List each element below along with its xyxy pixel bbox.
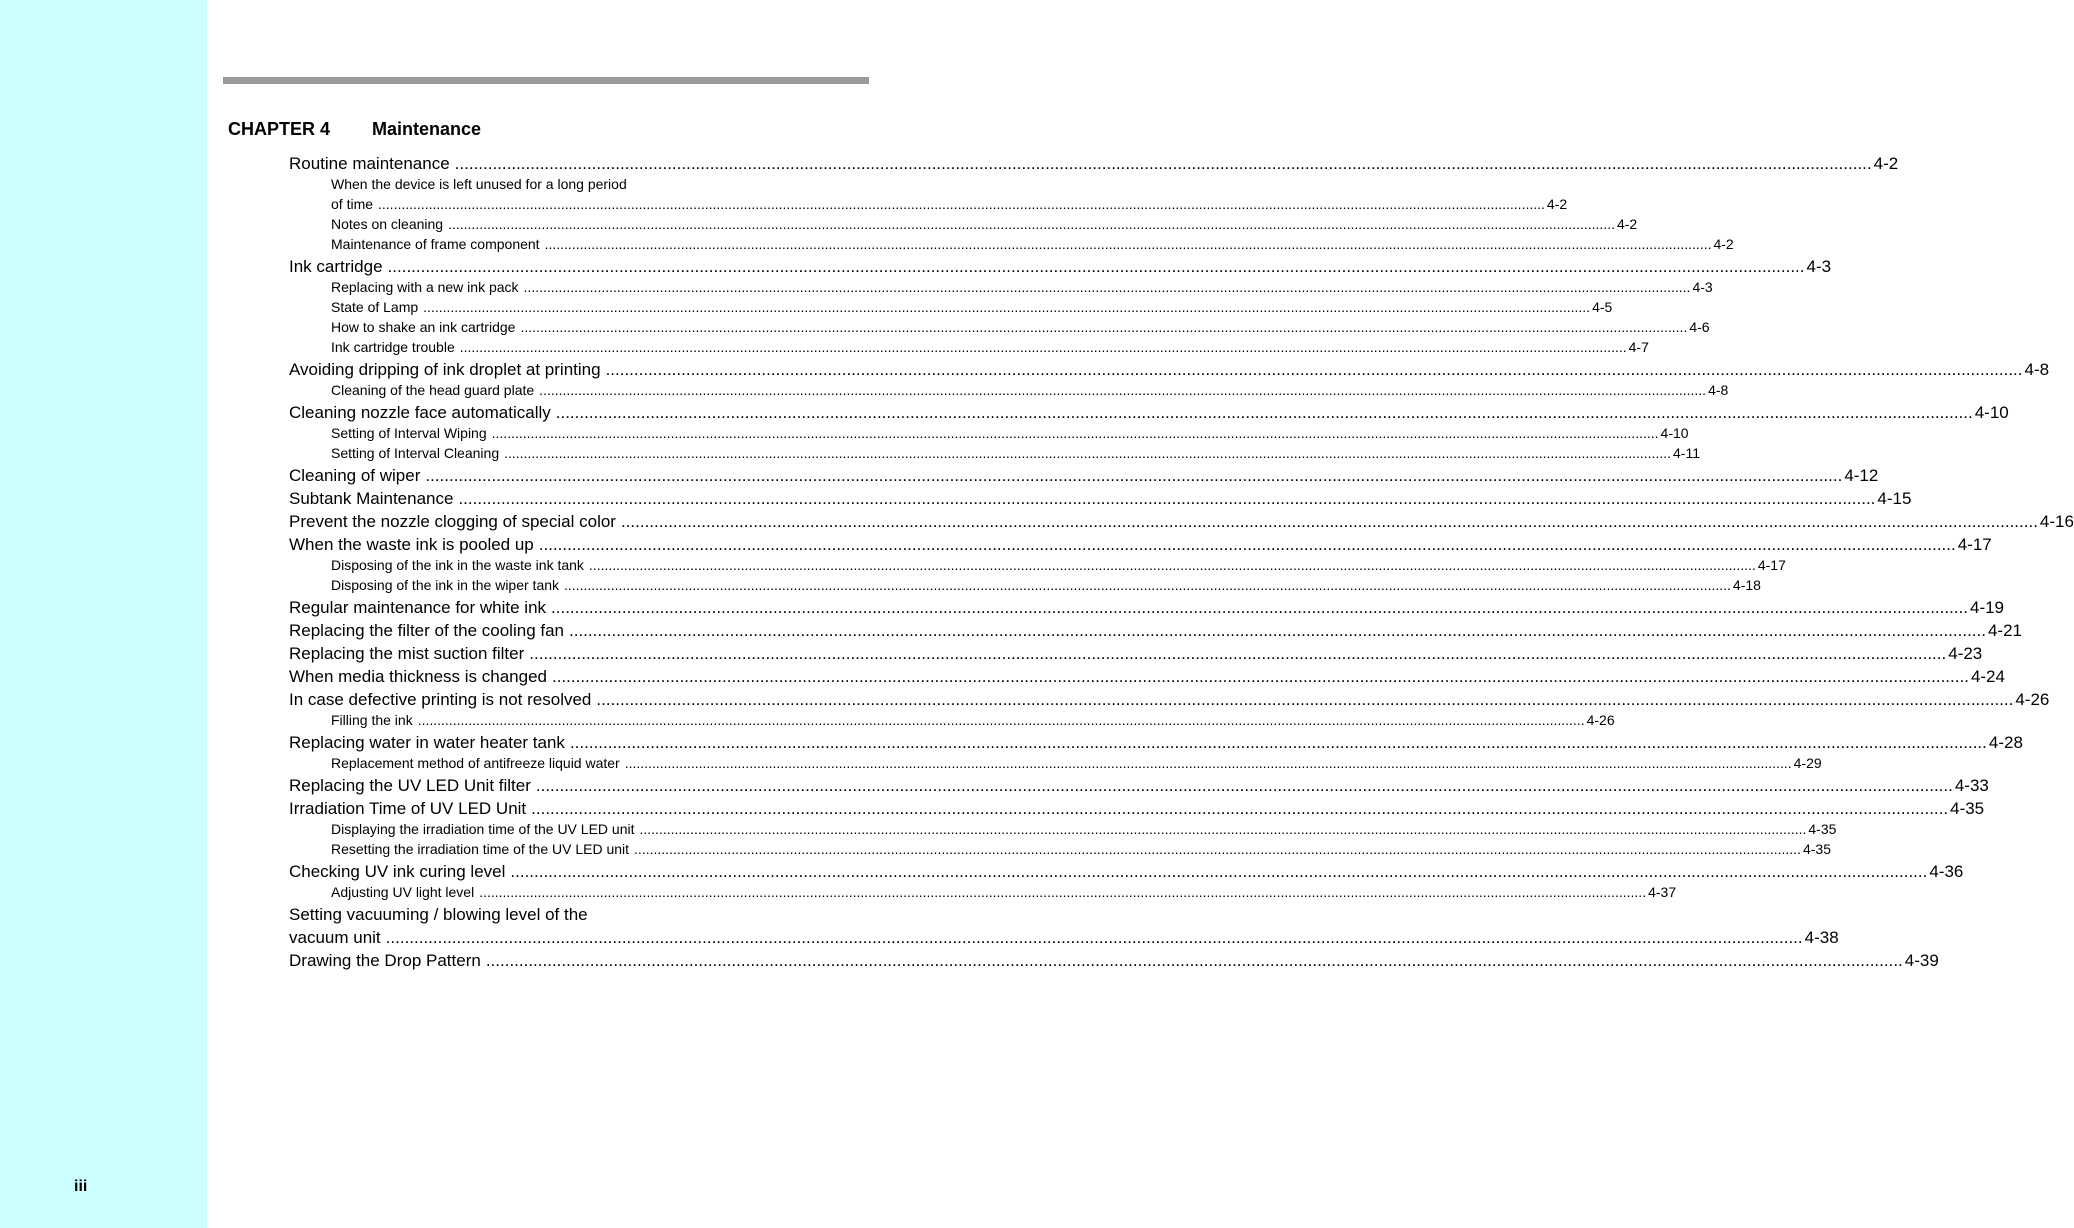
chapter-title: Maintenance xyxy=(372,119,482,139)
toc-entry-title: vacuum unit xyxy=(289,928,381,947)
toc-subentry[interactable] xyxy=(289,234,1734,254)
chapter-heading xyxy=(228,119,481,140)
toc-entry-title: When media thickness is changed xyxy=(289,667,547,686)
toc-entry-title: Maintenance of frame component xyxy=(331,236,540,252)
toc-entry-page: 4-29 xyxy=(1793,755,1822,771)
toc-entry-title: Notes on cleaning xyxy=(331,216,444,232)
toc-entry-title: Replacing the filter of the cooling fan xyxy=(289,621,565,640)
toc-entry[interactable] xyxy=(289,511,2074,532)
toc-entry[interactable] xyxy=(289,950,1939,971)
toc-entry-page: 4-28 xyxy=(1988,733,2023,752)
toc-entry-title: Replacement method of antifreeze liquid water xyxy=(331,755,620,771)
dot-leader: ............................................................................................................................................................................................................................................................................................................ xyxy=(485,951,1903,970)
toc-entry-page: 4-36 xyxy=(1929,862,1964,881)
dot-leader: ............................................................................................................................................................................................................................................................................................................ xyxy=(378,196,1545,212)
toc-entry[interactable] xyxy=(289,402,2009,423)
toc-entry[interactable] xyxy=(289,861,1964,882)
toc-subentry[interactable] xyxy=(289,575,1761,595)
toc-entry-title: Drawing the Drop Pattern xyxy=(289,951,481,970)
toc-entry-title: Cleaning of wiper xyxy=(289,466,421,485)
toc-entry[interactable] xyxy=(289,465,1879,486)
dot-leader: ............................................................................................................................................................................................................................................................................................................ xyxy=(520,319,1688,335)
dot-leader: ............................................................................................................................................................................................................................................................................................................ xyxy=(423,299,1591,315)
toc-entry-title: Regular maintenance for white ink xyxy=(289,598,547,617)
dot-leader: ............................................................................................................................................................................................................................................................................................................ xyxy=(479,884,1647,900)
toc-entry-title: Replacing with a new ink pack xyxy=(331,279,519,295)
toc-entry-page: 4-3 xyxy=(1692,279,1713,295)
toc-entry[interactable] xyxy=(289,798,1985,819)
toc-entry-page: 4-39 xyxy=(1904,951,1939,970)
toc-entry-title: Ink cartridge xyxy=(289,257,383,276)
dot-leader: ............................................................................................................................................................................................................................................................................................................ xyxy=(504,445,1672,461)
toc-entry-page: 4-17 xyxy=(1757,557,1786,573)
dot-leader: ............................................................................................................................................................................................................................................................................................................ xyxy=(555,403,1973,422)
dot-leader: ............................................................................................................................................................................................................................................................................................................ xyxy=(458,489,1876,508)
toc-entry-title: Replacing water in water heater tank xyxy=(289,733,565,752)
dot-leader: ............................................................................................................................................................................................................................................................................................................ xyxy=(596,690,2014,709)
dot-leader: ............................................................................................................................................................................................................................................................................................................ xyxy=(531,799,1949,818)
toc-entry-page: 4-19 xyxy=(1969,598,2005,617)
dot-leader: ............................................................................................................................................................................................................................................................................................................ xyxy=(551,667,1969,686)
toc-subentry[interactable] xyxy=(289,297,1613,317)
toc-entry[interactable] xyxy=(289,153,1899,174)
dot-leader: ............................................................................................................................................................................................................................................................................................................ xyxy=(569,621,1986,640)
toc-entry[interactable] xyxy=(289,775,1989,796)
toc-entry-page: 4-6 xyxy=(1689,319,1710,335)
toc-entry-title: How to shake an ink cartridge xyxy=(331,319,516,335)
toc-entry[interactable] xyxy=(289,689,2050,710)
toc-subentry[interactable] xyxy=(289,423,1689,443)
toc-entry-page: 4-10 xyxy=(1974,403,2009,422)
toc-entry[interactable] xyxy=(289,732,2023,753)
dot-leader: ............................................................................................................................................................................................................................................................................................................ xyxy=(639,821,1807,837)
toc-entry-title: Cleaning nozzle face automatically xyxy=(289,403,551,422)
toc-entry-page: 4-16 xyxy=(2039,512,2074,531)
dot-leader: ............................................................................................................................................................................................................................................................................................................ xyxy=(538,535,1956,554)
toc-entry-title: Irradiation Time of UV LED Unit xyxy=(289,799,527,818)
table-of-contents xyxy=(289,151,2074,971)
toc-entry-page: 4-35 xyxy=(1950,799,1985,818)
dot-leader: ............................................................................................................................................................................................................................................................................................................ xyxy=(425,466,1843,485)
toc-subentry[interactable] xyxy=(289,337,1649,357)
toc-subentry[interactable] xyxy=(289,194,1568,214)
toc-entry-title: Cleaning of the head guard plate xyxy=(331,382,535,398)
toc-subentry[interactable] xyxy=(289,555,1786,575)
toc-entry-title: Resetting the irradiation time of the UV LED unit xyxy=(331,841,630,857)
toc-entry-title: Disposing of the ink in the wiper tank xyxy=(331,577,560,593)
toc-entry-page: 4-26 xyxy=(2015,690,2050,709)
toc-entry-page: 4-8 xyxy=(1708,382,1729,398)
toc-entry[interactable] xyxy=(289,534,1992,555)
toc-entry-page: 4-2 xyxy=(1616,216,1638,232)
dot-leader: ............................................................................................................................................................................................................................................................................................................ xyxy=(448,216,1615,232)
dot-leader: ............................................................................................................................................................................................................................................................................................................ xyxy=(544,236,1712,252)
toc-entry-title: Replacing the UV LED Unit filter xyxy=(289,776,531,795)
toc-entry-title: Ink cartridge trouble xyxy=(331,339,455,355)
toc-entry-title: Setting of Interval Wiping xyxy=(331,425,487,441)
toc-entry-title-line[interactable]: Setting vacuuming / blowing level of the xyxy=(289,905,588,924)
dot-leader: ............................................................................................................................................................................................................................................................................................................ xyxy=(605,360,2023,379)
toc-entry[interactable] xyxy=(289,927,1839,948)
toc-subentry-title-line[interactable]: When the device is left unused for a long period xyxy=(331,176,627,192)
toc-entry-title: Adjusting UV light level xyxy=(331,884,475,900)
toc-entry-title: Routine maintenance xyxy=(289,154,450,173)
toc-entry[interactable] xyxy=(289,359,2050,380)
page-number: iii xyxy=(74,1178,88,1195)
toc-subentry[interactable] xyxy=(289,710,1615,730)
dot-leader: ............................................................................................................................................................................................................................................................................................................ xyxy=(510,862,1928,881)
toc-entry-page: 4-8 xyxy=(2024,360,2050,379)
toc-entry-title: Prevent the nozzle clogging of special color xyxy=(289,512,616,531)
toc-entry-page: 4-26 xyxy=(1586,712,1615,728)
dot-leader: ............................................................................................................................................................................................................................................................................................................ xyxy=(569,733,1987,752)
dot-leader: ............................................................................................................................................................................................................................................................................................................ xyxy=(551,598,1968,617)
dot-leader: ............................................................................................................................................................................................................................................................................................................ xyxy=(529,644,1947,663)
toc-entry-page: 4-33 xyxy=(1954,776,1989,795)
toc-entry-page: 4-38 xyxy=(1804,928,1839,947)
toc-entry-page: 4-24 xyxy=(1970,667,2005,686)
toc-entry-title: Displaying the irradiation time of the UV LED unit xyxy=(331,821,635,837)
toc-entry[interactable] xyxy=(289,597,2005,618)
toc-entry-page: 4-23 xyxy=(1948,644,1983,663)
toc-entry-title: of time xyxy=(331,196,374,212)
dot-leader: ............................................................................................................................................................................................................................................................................................................ xyxy=(491,425,1659,441)
toc-subentry[interactable] xyxy=(289,839,1831,859)
dot-leader: ............................................................................................................................................................................................................................................................................................................ xyxy=(539,382,1707,398)
toc-entry[interactable] xyxy=(289,643,1983,664)
toc-entry-title: Subtank Maintenance xyxy=(289,489,454,508)
toc-entry-page: 4-35 xyxy=(1808,821,1837,837)
toc-entry-title: Disposing of the ink in the waste ink tank xyxy=(331,557,584,573)
toc-subentry[interactable] xyxy=(289,882,1677,902)
toc-entry-title: In case defective printing is not resolved xyxy=(289,690,592,709)
toc-entry-title: Replacing the mist suction filter xyxy=(289,644,525,663)
toc-entry-page: 4-2 xyxy=(1873,154,1899,173)
toc-entry-page: 4-2 xyxy=(1713,236,1734,252)
toc-entry-page: 4-11 xyxy=(1673,445,1700,461)
toc-entry-page: 4-2 xyxy=(1546,196,1568,212)
toc-entry-page: 4-18 xyxy=(1732,577,1761,593)
toc-entry-page: 4-12 xyxy=(1844,466,1879,485)
dot-leader: ............................................................................................................................................................................................................................................................................................................ xyxy=(523,279,1691,295)
dot-leader: ............................................................................................................................................................................................................................................................................................................ xyxy=(417,712,1585,728)
toc-entry-page: 4-15 xyxy=(1877,489,1912,508)
toc-entry-title: State of Lamp xyxy=(331,299,419,315)
dot-leader: ............................................................................................................................................................................................................................................................................................................ xyxy=(564,577,1731,593)
chapter-label: CHAPTER 4 xyxy=(228,119,331,139)
dot-leader: ............................................................................................................................................................................................................................................................................................................ xyxy=(588,557,1756,573)
toc-entry-title: Avoiding dripping of ink droplet at printing xyxy=(289,360,601,379)
dot-leader: ............................................................................................................................................................................................................................................................................................................ xyxy=(634,841,1801,857)
sidebar-band xyxy=(0,0,207,1228)
toc-entry[interactable] xyxy=(289,620,2022,641)
toc-entry-page: 4-35 xyxy=(1802,841,1831,857)
toc-subentry[interactable] xyxy=(289,443,1700,463)
header-rule xyxy=(223,77,869,84)
toc-entry-title: Setting of Interval Cleaning xyxy=(331,445,500,461)
toc-subentry[interactable] xyxy=(289,317,1710,337)
toc-entry-title: When the waste ink is pooled up xyxy=(289,535,534,554)
toc-subentry[interactable] xyxy=(289,277,1713,297)
dot-leader: ............................................................................................................................................................................................................................................................................................................ xyxy=(459,339,1627,355)
toc-entry-page: 4-7 xyxy=(1628,339,1649,355)
dot-leader: ............................................................................................................................................................................................................................................................................................................ xyxy=(385,928,1803,947)
toc-subentry[interactable] xyxy=(289,753,1822,773)
toc-entry-page: 4-37 xyxy=(1648,884,1677,900)
toc-subentry[interactable] xyxy=(289,819,1837,839)
dot-leader: ............................................................................................................................................................................................................................................................................................................ xyxy=(387,257,1805,276)
toc-entry-page: 4-21 xyxy=(1987,621,2022,640)
dot-leader: ............................................................................................................................................................................................................................................................................................................ xyxy=(620,512,2038,531)
toc-entry-page: 4-3 xyxy=(1806,257,1832,276)
toc-entry[interactable] xyxy=(289,666,2005,687)
toc-entry-page: 4-10 xyxy=(1660,425,1689,441)
toc-entry[interactable] xyxy=(289,256,1832,277)
toc-entry[interactable] xyxy=(289,488,1912,509)
toc-entry-title: Checking UV ink curing level xyxy=(289,862,506,881)
toc-subentry[interactable] xyxy=(289,214,1638,234)
dot-leader: ............................................................................................................................................................................................................................................................................................................ xyxy=(535,776,1953,795)
dot-leader: ............................................................................................................................................................................................................................................................................................................ xyxy=(624,755,1792,771)
toc-subentry[interactable] xyxy=(289,380,1729,400)
toc-entry-page: 4-5 xyxy=(1592,299,1613,315)
toc-entry-title: Filling the ink xyxy=(331,712,413,728)
dot-leader: ............................................................................................................................................................................................................................................................................................................ xyxy=(454,154,1872,173)
toc-entry-page: 4-17 xyxy=(1957,535,1992,554)
